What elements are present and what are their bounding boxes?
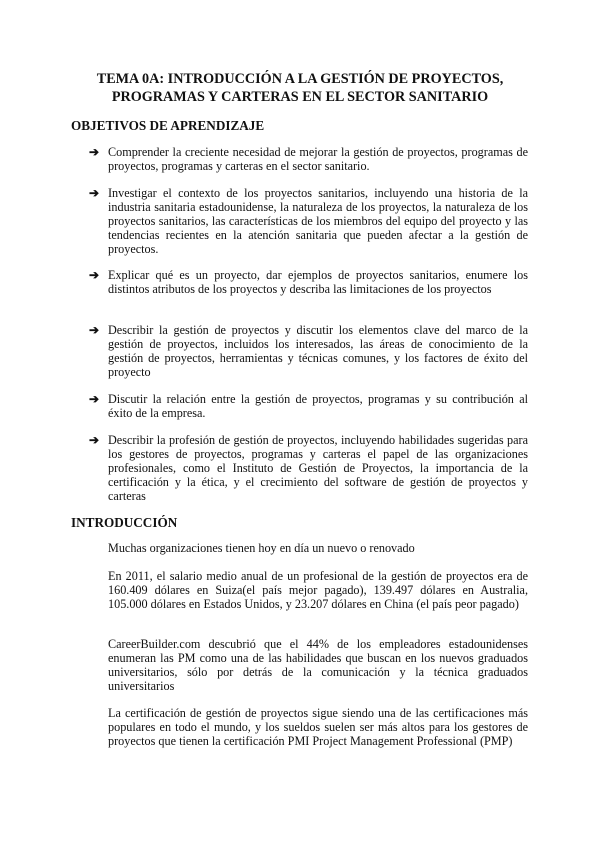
objective-text: Describir la gestión de proyectos y discutir los elementos clave del marco de la gestión de proyectos, incluidos los interesados, las áreas de conocimiento de la gestión de proyectos, herramientas y técnicas comunes, y los factores de éxito del proyecto [108, 323, 528, 379]
objective-text: Explicar qué es un proyecto, dar ejemplos de proyectos sanitarios, enumere los distintos atributos de los proyectos y describa las limitaciones de los proyectos [108, 268, 528, 296]
title-line-1: TEMA 0A: INTRODUCCIÓN A LA GESTIÓN DE PROYECTOS, [96, 71, 504, 87]
arrow-icon: ➔ [89, 433, 100, 447]
page-title [40, 70, 560, 106]
intro-paragraph: CareerBuilder.com descubrió que el 44% de los empleadores estadounidenses enumeran las PM como una de las habilidades que buscan en los nuevos graduados universitarios, sólo por detrás de la comunicación y la técnica graduados universitarios [108, 637, 528, 693]
objective-item [89, 433, 528, 504]
arrow-icon: ➔ [89, 268, 100, 282]
objective-text: Discutir la relación entre la gestión de proyectos, programas y su contribución al éxito de la empresa. [108, 392, 528, 420]
objectives-heading: OBJETIVOS DE APRENDIZAJE [71, 118, 265, 133]
intro-heading: INTRODUCCIÓN [71, 515, 178, 530]
arrow-icon: ➔ [89, 145, 100, 159]
arrow-icon: ➔ [89, 186, 100, 200]
objective-text: Describir la profesión de gestión de proyectos, incluyendo habilidades sugeridas para los gestores de proyectos, programas y carteras el papel de las organizaciones profesionales, como el Instituto de Gestión de Proyectos, la importancia de la certificación y la ética, y el crecimiento del software de gestión de proyectos y carteras [108, 433, 528, 503]
title-line-2: PROGRAMAS Y CARTERAS EN EL SECTOR SANITARIO [111, 89, 489, 105]
arrow-icon: ➔ [89, 392, 100, 406]
arrow-icon: ➔ [89, 323, 100, 337]
objective-item [89, 145, 528, 174]
intro-paragraph: La certificación de gestión de proyectos sigue siendo una de las certificaciones más populares en todo el mundo, y los sueldos suelen ser más altos para los gestores de proyectos que tienen la certificación PMI Project Management Professional (PMP) [108, 706, 528, 748]
intro-paragraph: En 2011, el salario medio anual de un profesional de la gestión de proyectos era de 160.409 dólares en Suiza(el país mejor pagado), 139.497 dólares en Australia, 105.000 dólares en Estados Unidos, y 23.207 dólares en China (el país peor pagado) [108, 569, 528, 611]
objective-text: Investigar el contexto de los proyectos sanitarios, incluyendo una historia de la industria sanitaria estadounidense, la naturaleza de los proyectos, la naturaleza de los proyectos sanitarios, las características de los miembros del equipo del proyecto y las tendencias recientes en la atención sanitaria que pueden afectar a la gestión de proyectos. [108, 186, 528, 256]
objective-item [89, 392, 528, 421]
objective-item [89, 323, 528, 380]
objective-text: Comprender la creciente necesidad de mejorar la gestión de proyectos, programas de proyectos, programas y carteras en el sector sanitario. [108, 145, 528, 173]
objective-item [89, 186, 528, 257]
intro-paragraph: Muchas organizaciones tienen hoy en día un nuevo o renovado [108, 541, 415, 555]
objective-item [89, 268, 528, 297]
